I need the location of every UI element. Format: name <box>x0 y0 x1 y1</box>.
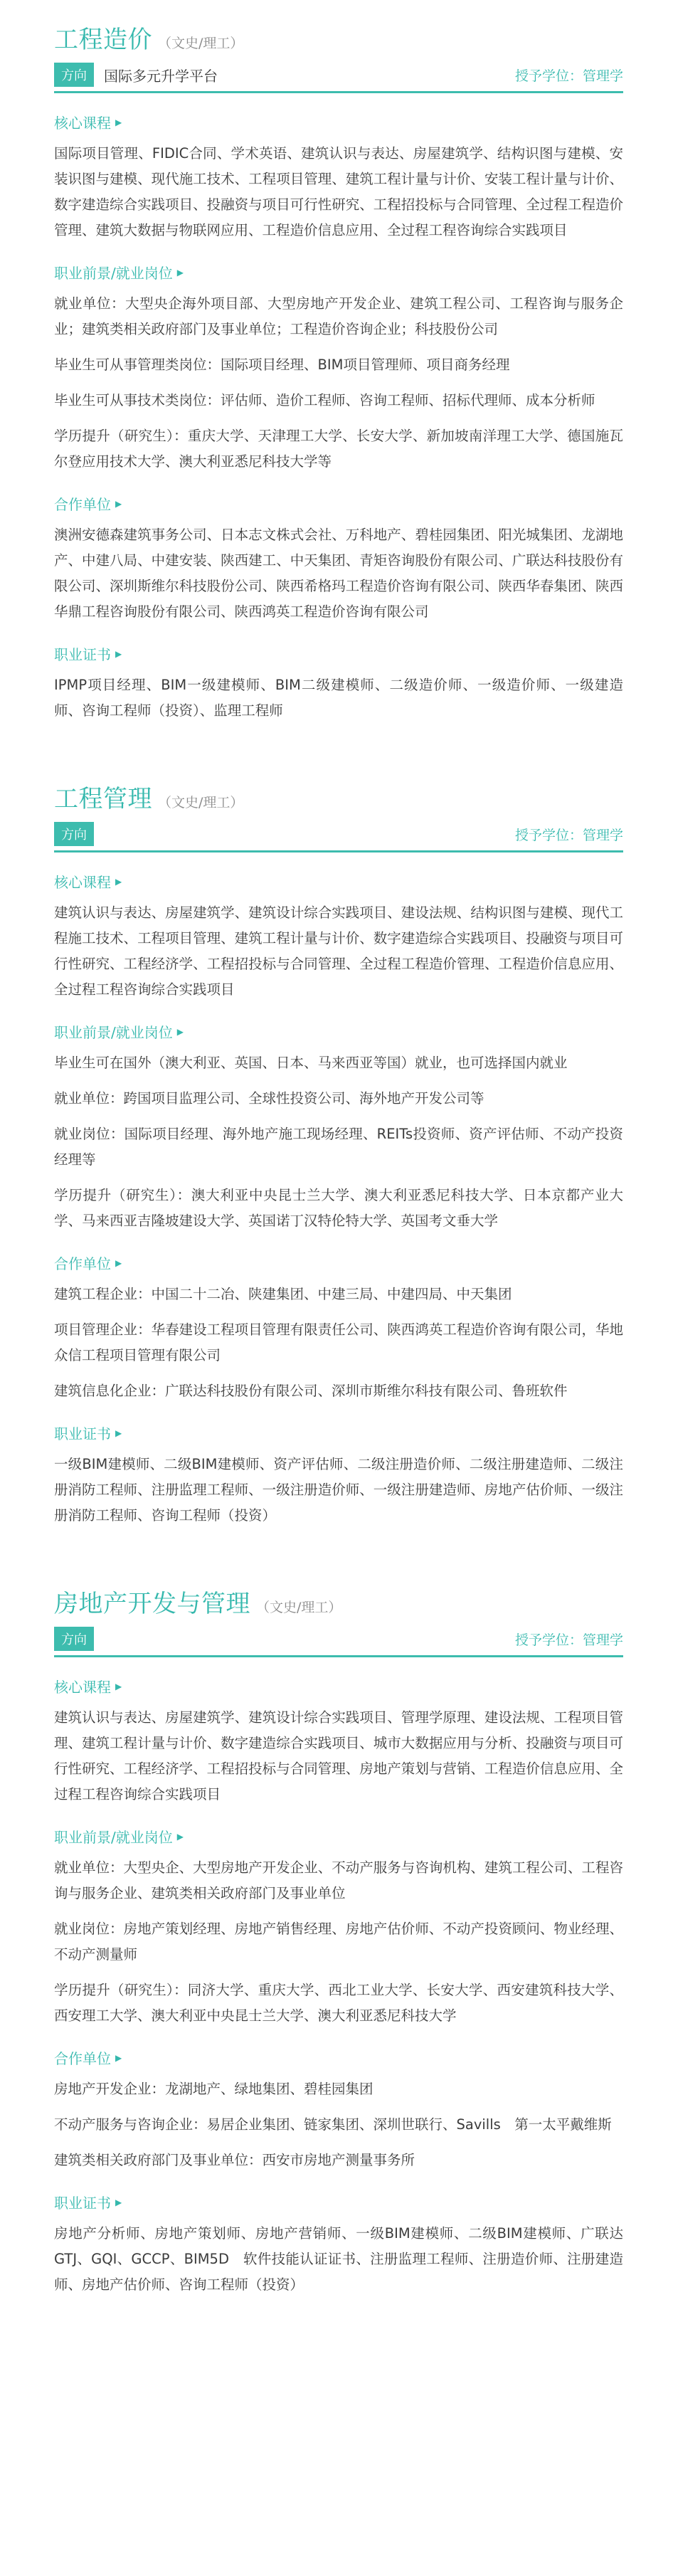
section-paragraph: IPMP项目经理、BIM一级建模师、BIM二级建模师、二级造价师、一级造价师、一级建造师、咨询工程师（投资）、监理工程师 <box>54 677 623 719</box>
degree-label: 授予学位：管理学 <box>514 68 623 84</box>
section-heading-partners <box>54 1252 623 1273</box>
triangle-right-icon: ▶ <box>115 876 122 887</box>
major-section-engineering-management <box>54 734 623 1529</box>
direction-badge: 方向 <box>54 63 94 87</box>
triangle-right-icon: ▶ <box>115 1681 122 1691</box>
major-section-real-estate <box>54 1538 623 2298</box>
section-heading-text: 核心课程 <box>54 1679 111 1696</box>
section-paragraph: 毕业生可从事管理类岗位：国际项目经理、BIM项目管理师、项目商务经理 <box>54 357 510 373</box>
major-title: 工程造价 <box>54 26 152 54</box>
triangle-right-icon: ▶ <box>115 2197 122 2207</box>
major-title-row <box>54 779 623 813</box>
section-paragraph: 就业单位：大型央企海外项目部、大型房地产开发企业、建筑工程公司、工程咨询与服务企业；建筑类相关政府部门及事业单位；工程造价咨询企业；科技股份公司 <box>54 295 623 337</box>
major-subtitle: （文史/理工） <box>158 795 244 811</box>
section-heading-text: 合作单位 <box>54 496 111 513</box>
section-paragraph: 一级BIM建模师、二级BIM建模师、资产评估师、二级注册造价师、二级注册建造师、二级注册消防工程师、注册监理工程师、一级注册造价师、一级注册建造师、房地产估价师、一级注册消防工程师、咨询工程师（投资） <box>54 1456 623 1524</box>
major-title-row <box>54 1584 623 1618</box>
section-paragraph: 房地产分析师、房地产策划师、房地产营销师、一级BIM建模师、二级BIM建模师、广联达GTJ、GQI、GCCP、BIM5D 软件技能认证证书、注册监理工程师、注册造价师、注册建造师、房地产估价师、咨询工程师（投资） <box>54 2225 623 2293</box>
section-paragraph: 建筑类相关政府部门及事业单位：西安市房地产测量事务所 <box>54 2152 415 2168</box>
section-heading-core-courses <box>54 871 623 892</box>
section-paragraph: 就业岗位：房地产策划经理、房地产销售经理、房地产估价师、不动产投资顾问、物业经理、不动产测量师 <box>54 1921 623 1963</box>
direction-badge: 方向 <box>54 1627 94 1651</box>
section-paragraph: 澳洲安德森建筑事务公司、日本志文株式会社、万科地产、碧桂园集团、阳光城集团、龙湖地产、中建八局、中建安装、陕西建工、中天集团、青矩咨询股份有限公司、广联达科技股份有限公司、深圳斯维尔科技股份公司、陕西希格玛工程造价咨询有限公司、陕西华春集团、陕西华鼎工程咨询股份有限公司、陕西鸿英工程造价咨询有限公司 <box>54 527 623 620</box>
section-paragraph: 房地产开发企业：龙湖地产、绿地集团、碧桂园集团 <box>54 2081 373 2097</box>
triangle-right-icon: ▶ <box>115 648 122 659</box>
section-heading-career <box>54 262 623 283</box>
section-heading-text: 核心课程 <box>54 115 111 132</box>
section-heading-text: 职业证书 <box>54 646 111 663</box>
section-heading-certificates <box>54 2192 623 2212</box>
section-heading-text: 合作单位 <box>54 1255 111 1272</box>
section-heading-text: 职业证书 <box>54 1425 111 1442</box>
major-title: 房地产开发与管理 <box>54 1590 250 1618</box>
major-subtitle: （文史/理工） <box>158 36 244 51</box>
section-heading-text: 职业前景/就业岗位 <box>54 1829 173 1846</box>
section-heading-core-courses <box>54 112 623 132</box>
degree-label: 授予学位：管理学 <box>514 1632 623 1648</box>
section-paragraph: 建筑认识与表达、房屋建筑学、建筑设计综合实践项目、建设法规、结构识图与建模、现代工程施工技术、工程项目管理、建筑工程计量与计价、数字建造综合实践项目、投融资与项目可行性研究、工程经济学、工程招投标与合同管理、全过程工程造价管理、工程造价信息应用、全过程工程咨询综合实践项目 <box>54 904 623 998</box>
section-paragraph: 毕业生可从事技术类岗位：评估师、造价工程师、咨询工程师、招标代理师、成本分析师 <box>54 392 595 408</box>
section-heading-partners <box>54 2047 623 2068</box>
section-heading-text: 职业证书 <box>54 2195 111 2212</box>
major-subtitle: （文史/理工） <box>256 1600 342 1615</box>
direction-badge: 方向 <box>54 822 94 846</box>
section-paragraph: 建筑信息化企业：广联达科技股份有限公司、深圳市斯维尔科技有限公司、鲁班软件 <box>54 1383 568 1399</box>
section-heading-text: 职业前景/就业岗位 <box>54 265 173 282</box>
section-heading-text: 职业前景/就业岗位 <box>54 1024 173 1041</box>
section-heading-core-courses <box>54 1676 623 1696</box>
section-paragraph: 不动产服务与咨询企业：易居企业集团、链家集团、深圳世联行、Savills 第一太平戴维斯 <box>54 2116 612 2133</box>
triangle-right-icon: ▶ <box>115 117 122 127</box>
triangle-right-icon: ▶ <box>176 1831 184 1842</box>
section-paragraph: 学历提升（研究生）：重庆大学、天津理工大学、长安大学、新加坡南洋理工大学、德国施瓦尔登应用技术大学、澳大利亚悉尼科技大学等 <box>54 428 623 470</box>
section-paragraph: 国际项目管理、FIDIC合同、学术英语、建筑认识与表达、房屋建筑学、结构识图与建模、安装识图与建模、现代施工技术、工程项目管理、建筑工程计量与计价、安装工程计量与计价、数字建造综合实践项目、投融资与项目可行性研究、工程招投标与合同管理、全过程工程造价管理、建筑大数据与物联网应用、工程造价信息应用、全过程工程咨询综合实践项目 <box>54 145 623 238</box>
degree-label: 授予学位：管理学 <box>514 827 623 843</box>
triangle-right-icon: ▶ <box>115 498 122 509</box>
section-heading-text: 核心课程 <box>54 874 111 891</box>
section-heading-partners <box>54 493 623 514</box>
triangle-right-icon: ▶ <box>176 267 184 278</box>
direction-value: 国际多元升学平台 <box>104 67 218 85</box>
section-heading-career <box>54 1021 623 1042</box>
section-paragraph: 学历提升（研究生）：同济大学、重庆大学、西北工业大学、长安大学、西安建筑科技大学、西安理工大学、澳大利亚中央昆士兰大学、澳大利亚悉尼科技大学 <box>54 1982 623 2024</box>
section-paragraph: 学历提升（研究生）：澳大利亚中央昆士兰大学、澳大利亚悉尼科技大学、日本京都产业大学、马来西亚吉隆坡建设大学、英国诺丁汉特伦特大学、英国考文垂大学 <box>54 1187 623 1229</box>
section-heading-text: 合作单位 <box>54 2050 111 2067</box>
section-paragraph: 建筑工程企业：中国二十二冶、陕建集团、中建三局、中建四局、中天集团 <box>54 1286 512 1302</box>
direction-row <box>54 820 623 852</box>
triangle-right-icon: ▶ <box>115 1257 122 1268</box>
section-heading-career <box>54 1826 623 1847</box>
section-paragraph: 毕业生可在国外（澳大利亚、英国、日本、马来西亚等国）就业，也可选择国内就业 <box>54 1055 568 1071</box>
section-paragraph: 就业单位：跨国项目监理公司、全球性投资公司、海外地产开发公司等 <box>54 1090 484 1107</box>
section-heading-certificates <box>54 643 623 664</box>
direction-row <box>54 1625 623 1657</box>
section-paragraph: 就业单位：大型央企、大型房地产开发企业、不动产服务与咨询机构、建筑工程公司、工程咨询与服务企业、建筑类相关政府部门及事业单位 <box>54 1859 623 1901</box>
triangle-right-icon: ▶ <box>115 1427 122 1438</box>
section-paragraph: 项目管理企业：华春建设工程项目管理有限责任公司、陕西鸿英工程造价咨询有限公司，华地众信工程项目管理有限公司 <box>54 1321 623 1363</box>
section-paragraph: 建筑认识与表达、房屋建筑学、建筑设计综合实践项目、管理学原理、建设法规、工程项目管理、建筑工程计量与计价、数字建造综合实践项目、城市大数据应用与分析、投融资与项目可行性研究、工程经济学、工程招投标与合同管理、房地产策划与营销、工程造价信息应用、全过程工程咨询综合实践项目 <box>54 1709 623 1802</box>
direction-row <box>54 61 623 93</box>
triangle-right-icon: ▶ <box>176 1026 184 1037</box>
section-paragraph: 就业岗位：国际项目经理、海外地产施工现场经理、REITs投资师、资产评估师、不动产投资经理等 <box>54 1126 623 1168</box>
major-section-engineering-cost <box>54 0 623 724</box>
major-title: 工程管理 <box>54 785 152 813</box>
triangle-right-icon: ▶ <box>115 2052 122 2063</box>
section-heading-certificates <box>54 1422 623 1443</box>
major-title-row <box>54 20 623 54</box>
